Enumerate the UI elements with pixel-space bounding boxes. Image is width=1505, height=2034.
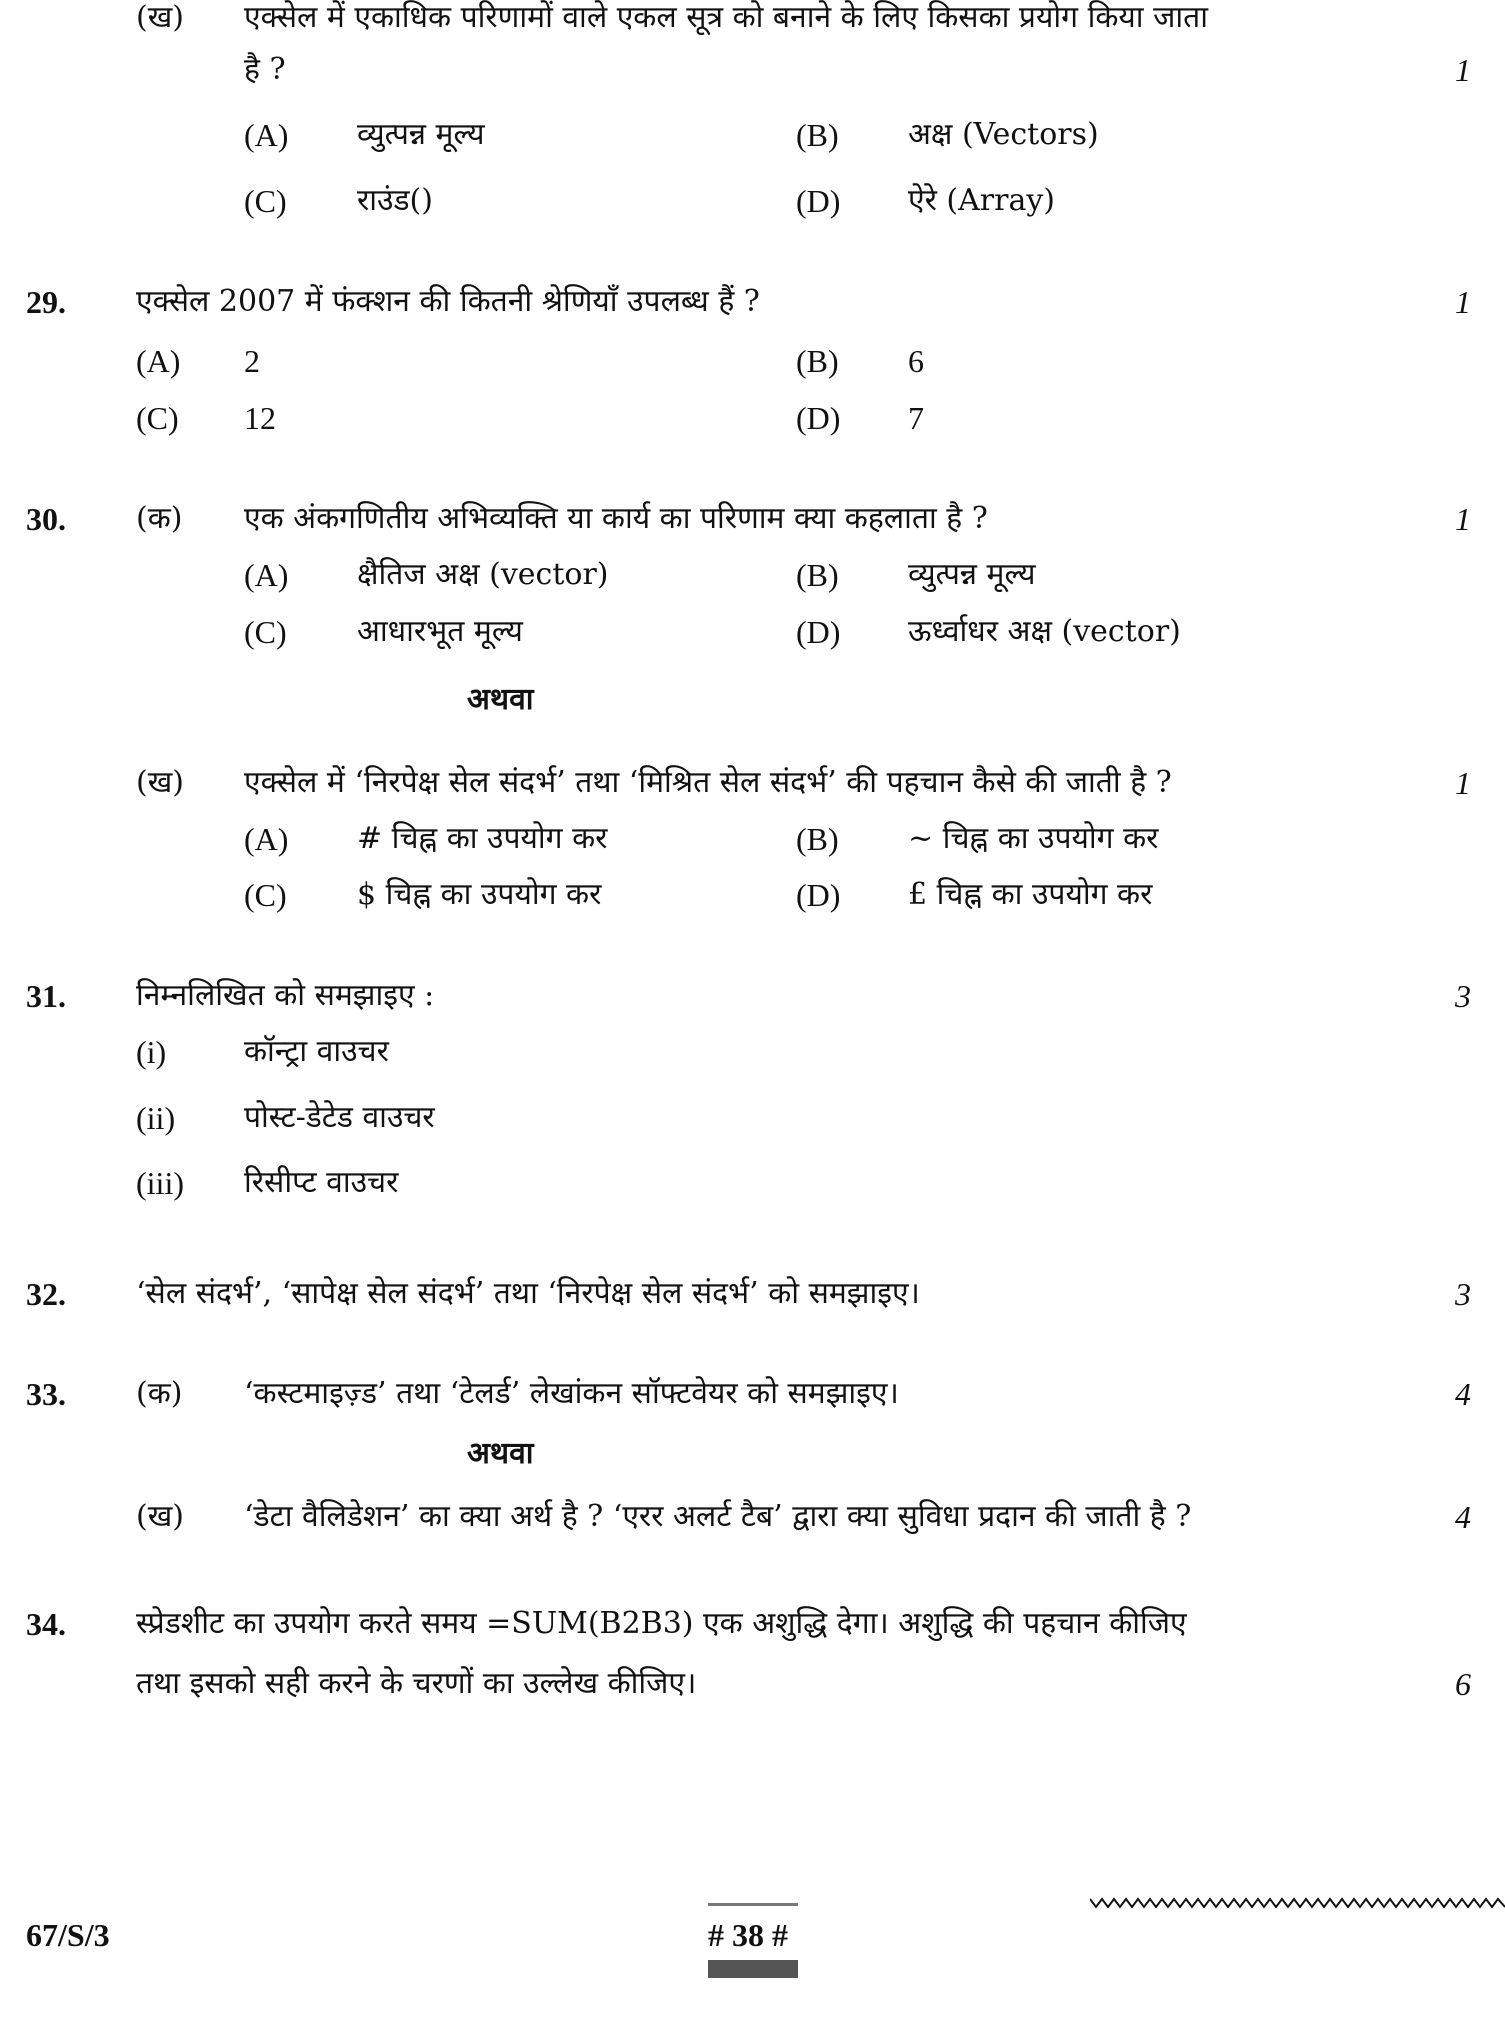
option-label: (B) <box>796 117 839 153</box>
option-text: # चिह्न का उपयोग कर <box>357 821 608 856</box>
zigzag-divider <box>1090 1895 1505 1911</box>
page-number: # 38 # <box>708 1917 788 1953</box>
question-number: 31. <box>26 978 66 1014</box>
option-text: ऐरे (Array) <box>908 183 1055 218</box>
option-label: (C) <box>136 400 179 436</box>
item-text: रिसीप्ट वाउचर <box>244 1165 399 1200</box>
question-number: 29. <box>26 284 66 320</box>
option-text: £ चिह्न का उपयोग कर <box>908 877 1153 912</box>
option-label: (B) <box>796 557 839 593</box>
option-label: (A) <box>244 821 289 857</box>
page-marker-block <box>708 1960 798 1978</box>
q30a-part: (क) <box>136 501 183 536</box>
q30a-text: एक अंकगणितीय अभिव्यक्ति या कार्य का परिणाम क्या कहलाता है ? <box>244 501 988 536</box>
q30b-text: एक्सेल में ‘निरपेक्ष सेल संदर्भ’ तथा ‘मिश्रित सेल संदर्भ’ की पहचान कैसे की जाती है ? <box>244 765 1172 800</box>
item-label: (ii) <box>136 1100 176 1136</box>
q34-marks: 6 <box>1455 1666 1471 1702</box>
q33a-marks: 4 <box>1455 1376 1471 1412</box>
option-label: (D) <box>796 614 841 650</box>
question-number: 34. <box>26 1606 66 1642</box>
option-label: (A) <box>136 343 181 379</box>
option-text: 6 <box>908 343 924 379</box>
option-label: (D) <box>796 183 841 219</box>
q33a-part: (क) <box>136 1376 183 1411</box>
q32-text: ‘सेल संदर्भ’, ‘सापेक्ष सेल संदर्भ’ तथा ‘निरपेक्ष सेल संदर्भ’ को समझाइए। <box>136 1276 920 1311</box>
option-text: ~ चिह्न का उपयोग कर <box>908 821 1159 856</box>
option-text: 2 <box>244 343 260 379</box>
q33b-part: (ख) <box>136 1499 184 1534</box>
q32-marks: 3 <box>1455 1276 1471 1312</box>
option-label: (D) <box>796 877 841 913</box>
q30a-marks: 1 <box>1455 501 1471 537</box>
q34-text-line2: तथा इसको सही करने के चरणों का उल्लेख कीजिए। <box>136 1666 697 1701</box>
paper-code: 67/S/3 <box>26 1917 110 1953</box>
question-number: 33. <box>26 1376 66 1412</box>
option-label: (C) <box>244 614 287 650</box>
q28b-text-line1: एक्सेल में एकाधिक परिणामों वाले एकल सूत्र को बनाने के लिए किसका प्रयोग किया जाता <box>244 0 1208 35</box>
q33a-text: ‘कस्टमाइज़्ड’ तथा ‘टेलर्ड’ लेखांकन सॉफ्टवेयर को समझाइए। <box>244 1376 899 1411</box>
option-text: व्युत्पन्न मूल्य <box>357 117 485 152</box>
option-text: 12 <box>244 400 276 436</box>
q29-marks: 1 <box>1455 284 1471 320</box>
q28b-text-line2: है ? <box>244 52 286 87</box>
option-label: (D) <box>796 400 841 436</box>
q31-text: निम्नलिखित को समझाइए : <box>136 978 435 1013</box>
or-label: अथवा <box>467 1436 534 1471</box>
option-label: (B) <box>796 343 839 379</box>
option-text: व्युत्पन्न मूल्य <box>908 557 1036 592</box>
q31-marks: 3 <box>1455 978 1471 1014</box>
option-text: 7 <box>908 400 924 436</box>
q28b-part: (ख) <box>136 0 184 35</box>
or-label: अथवा <box>467 682 534 717</box>
item-text: पोस्ट-डेटेड वाउचर <box>244 1100 435 1135</box>
q33b-marks: 4 <box>1455 1499 1471 1535</box>
option-text: अक्ष (Vectors) <box>908 117 1099 152</box>
page-number-rule <box>708 1903 798 1906</box>
q34-text-line1: स्प्रेडशीट का उपयोग करते समय =SUM(B2B3) एक अशुद्धि देगा। अशुद्धि की पहचान कीजिए <box>136 1606 1187 1641</box>
option-text: राउंड() <box>357 183 433 218</box>
item-text: कॉन्ट्रा वाउचर <box>244 1034 389 1069</box>
option-text: ऊर्ध्वाधर अक्ष (vector) <box>908 614 1181 649</box>
option-text: क्षैतिज अक्ष (vector) <box>357 557 609 592</box>
option-text: $ चिह्न का उपयोग कर <box>357 877 602 912</box>
item-label: (i) <box>136 1034 167 1070</box>
q28b-marks: 1 <box>1455 52 1471 88</box>
option-label: (A) <box>244 117 289 153</box>
option-label: (B) <box>796 821 839 857</box>
option-label: (C) <box>244 183 287 219</box>
q29-text: एक्सेल 2007 में फंक्शन की कितनी श्रेणियाँ उपलब्ध हैं ? <box>136 284 760 319</box>
question-number: 32. <box>26 1276 66 1312</box>
option-label: (A) <box>244 557 289 593</box>
item-label: (iii) <box>136 1165 184 1201</box>
question-number: 30. <box>26 501 66 537</box>
q30b-marks: 1 <box>1455 765 1471 801</box>
option-text: आधारभूत मूल्य <box>357 614 523 649</box>
option-label: (C) <box>244 877 287 913</box>
q33b-text: ‘डेटा वैलिडेशन’ का क्या अर्थ है ? ‘एरर अलर्ट टैब’ द्वारा क्या सुविधा प्रदान की जाती है ? <box>244 1499 1192 1534</box>
q30b-part: (ख) <box>136 765 184 800</box>
